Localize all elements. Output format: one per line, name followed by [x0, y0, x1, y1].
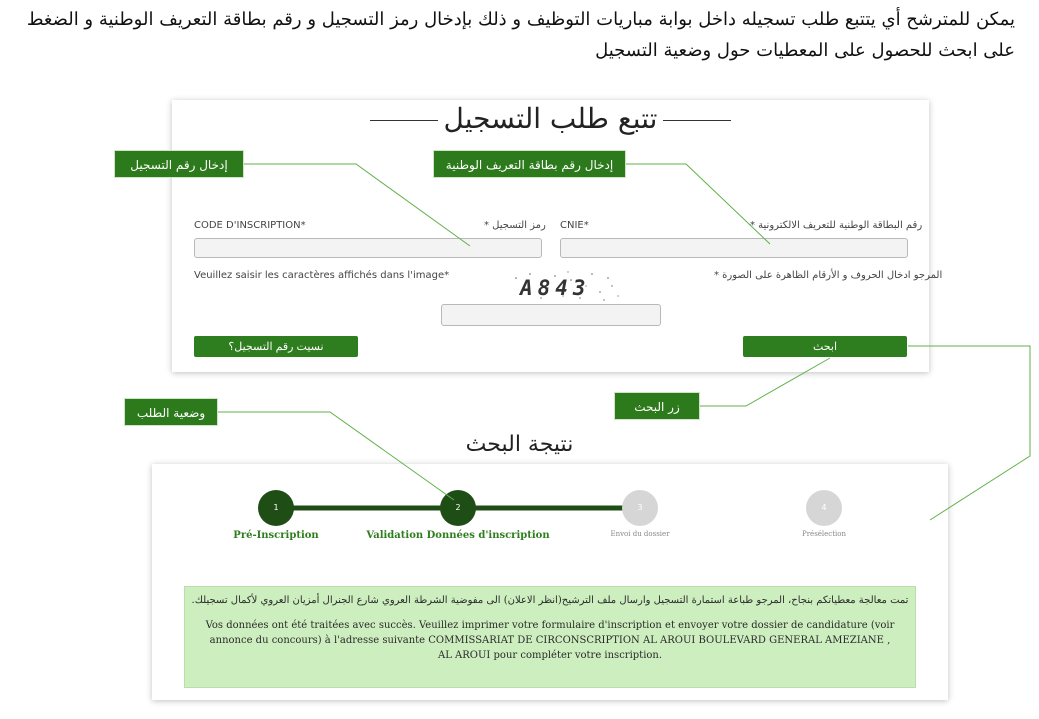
result-title: نتيجة البحث — [465, 432, 574, 457]
step-3-label: Envoi du dossier — [610, 530, 670, 538]
code-input[interactable] — [194, 238, 542, 258]
form-title-row — [172, 102, 929, 135]
cnie-input[interactable] — [560, 238, 908, 258]
step-4-circle: 4 — [806, 490, 842, 526]
result-card — [152, 464, 948, 700]
captcha-input[interactable] — [441, 304, 661, 326]
step-3-circle: 3 — [622, 490, 658, 526]
code-label-fr: CODE D'INSCRIPTION* — [194, 220, 306, 231]
step-2-circle: 2 — [440, 490, 476, 526]
callout-enter-cnie: إدخال رقم بطاقة التعريف الوطنية — [433, 150, 626, 178]
step-4-label: Présélection — [801, 530, 847, 538]
captcha-label-fr: Veuillez saisir les caractères affichés dans l'image* — [194, 270, 450, 281]
success-message-ar: تمت معالجة معطياتكم بنجاح، المرجو طباعة استمارة التسجيل وارسال ملف الترشيح(انظر الاعلان) الى مفوضية الشرطة العروي شارع الجنرال أمزيان العروي لأكمال تسجيلك. — [191, 595, 909, 606]
form-title: تتبع طلب التسجيل — [443, 102, 658, 135]
title-rule-right — [663, 120, 731, 121]
code-label-ar: رمز التسجيل * — [484, 220, 546, 231]
success-message-fr: Vos données ont été traitées avec succès. Veuillez imprimer votre formulaire d'inscription et envoyer votre dossier de candidature (voir annonce du concours) à l'adresse suivante COMMISSARIAT DE CIRCONSCRIPTION AL AROUI BOULEVARD GENERAL AMEZIANE , AL AROUI pour compléter votre inscription. — [205, 620, 895, 661]
callout-enter-code: إدخال رقم التسجيل — [114, 150, 244, 178]
title-rule-left — [370, 120, 438, 121]
captcha-text: A843 — [520, 276, 591, 300]
cnie-label-ar: رقم البطاقة الوطنية للتعريف الالكترونية * — [750, 220, 923, 231]
callout-search-button: زر البحث — [614, 392, 700, 420]
search-button[interactable]: ابحث — [743, 336, 907, 357]
step-2-label: Validation Données d'inscription — [366, 530, 550, 541]
intro-text: يمكن للمترشح أي يتتبع طلب تسجيله داخل بوابة مباريات التوظيف و ذلك بإدخال رمز التسجيل و رقم بطاقة التعريف الوطنية و الضغط على ابحث للحصول على المعطيات حول وضعية التسجيل — [26, 9, 1015, 61]
step-1-circle: 1 — [258, 490, 294, 526]
callout-request-status: وضعية الطلب — [124, 398, 218, 426]
search-form-card — [172, 100, 943, 372]
success-message — [184, 586, 916, 688]
step-1-label: Pré-Inscription — [233, 530, 319, 541]
captcha-label-ar: المرجو ادخال الحروف و الأرقام الظاهرة على الصورة * — [714, 270, 943, 281]
cnie-label-fr: CNIE* — [560, 220, 589, 231]
captcha-image — [508, 268, 628, 304]
forgot-code-button[interactable]: نسيت رقم التسجيل؟ — [194, 336, 358, 357]
